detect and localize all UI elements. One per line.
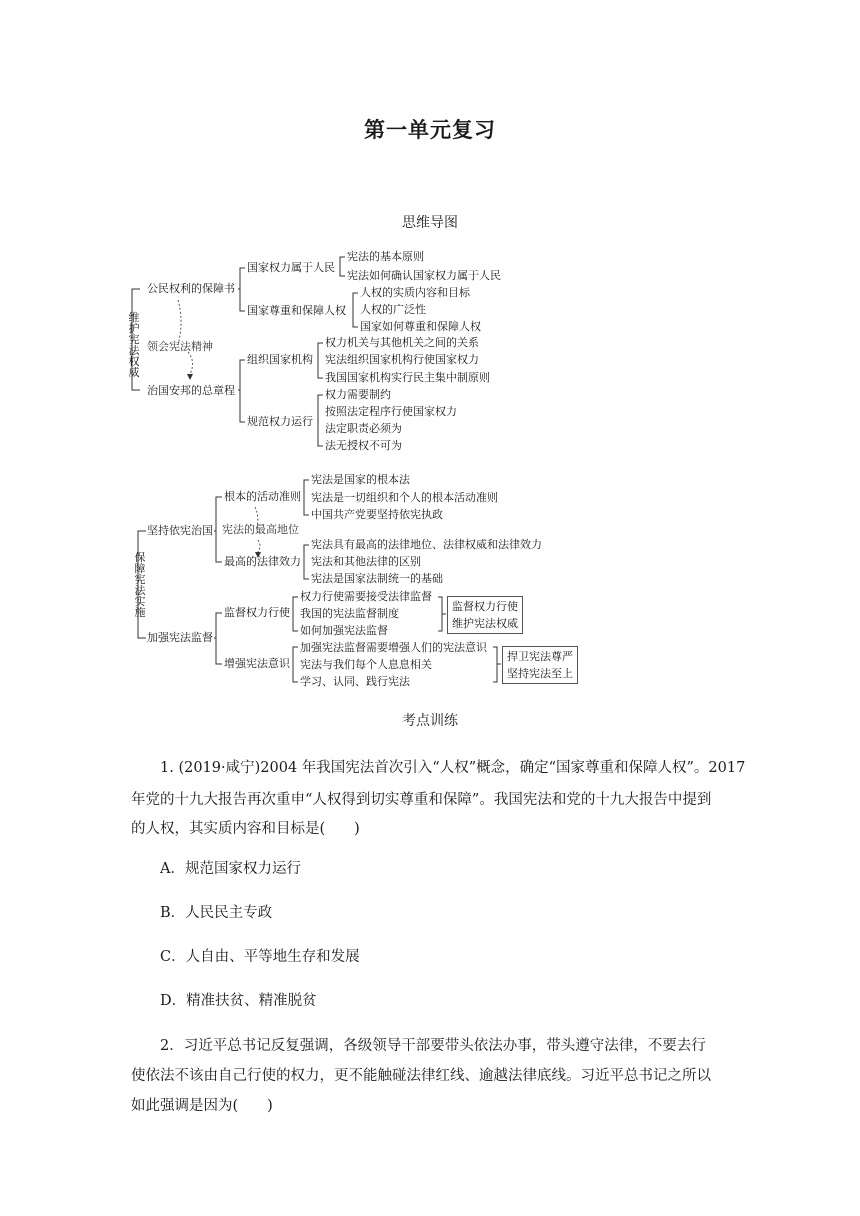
sub-regulate-power: 规范权力运行	[247, 415, 313, 428]
branch-governance: 治国安邦的总章程	[147, 384, 235, 397]
result-box-supervision	[447, 596, 523, 634]
branch-spirit-note: 领会宪法精神	[147, 340, 213, 353]
question-line: 2．习近平总书记反复强调，各级领导干部要带头依法办事，带头遵守法律，不要去行	[160, 1038, 706, 1054]
sub-supervise-power: 监督权力行使	[224, 606, 290, 619]
sub-highest-legal-effect: 最高的法律效力	[224, 555, 301, 568]
branch-citizen-rights: 公民权利的保障书	[147, 282, 235, 295]
item: 宪法和其他法律的区别	[311, 555, 421, 568]
item: 我国的宪法监督制度	[300, 607, 399, 620]
mind-map-root-2: 保障宪法实施	[134, 551, 146, 619]
question-line: 如此强调是因为( )	[131, 1098, 273, 1114]
item: 国家如何尊重和保障人权	[360, 320, 481, 333]
item: 中国共产党要坚持依宪执政	[311, 508, 443, 521]
item: 如何加强宪法监督	[300, 624, 388, 637]
item: 人权的广泛性	[360, 303, 426, 316]
item: 宪法是一切组织和个人的根本活动准则	[311, 491, 498, 504]
status-note: 宪法的最高地位	[222, 523, 299, 536]
option-b: B．人民民主专政	[160, 905, 273, 921]
branch-constitution-supervision: 加强宪法监督	[147, 631, 213, 644]
item: 宪法与我们每个人息息相关	[300, 658, 432, 671]
sub-constitution-awareness: 增强宪法意识	[224, 657, 290, 670]
question-line: 年党的十九大报告再次重申“人权得到切实尊重和保障”。我国宪法和党的十九大报告中提到	[131, 792, 712, 808]
question-line: 使依法不该由自己行使的权力，更不能触碰法律红线、逾越法律底线。习近平总书记之所以	[131, 1068, 711, 1084]
exercise-heading: 考点训练	[402, 713, 458, 729]
question-line: 1. (2019·咸宁)2004 年我国宪法首次引入“人权”概念，确定“国家尊重和保障人权”。2017	[160, 760, 746, 776]
result-box-awareness	[502, 646, 578, 684]
page-title: 第一单元复习	[364, 118, 496, 142]
result: 捍卫宪法尊严	[507, 650, 573, 663]
mind-map-root-1: 维护宪法权威	[128, 311, 140, 379]
item: 权力需要制约	[325, 388, 391, 401]
branch-rule-by-constitution: 坚持依宪治国	[147, 524, 213, 537]
item: 法定职责必须为	[325, 422, 402, 435]
item: 宪法如何确认国家权力属于人民	[347, 269, 501, 282]
item: 人权的实质内容和目标	[360, 286, 470, 299]
sub-human-rights: 国家尊重和保障人权	[247, 304, 346, 317]
item: 按照法定程序行使国家权力	[325, 405, 457, 418]
item: 宪法的基本原则	[347, 250, 424, 263]
item: 我国国家机构实行民主集中制原则	[325, 371, 490, 384]
item: 宪法具有最高的法律地位、法律权威和法律效力	[311, 538, 542, 551]
option-d: D．精准扶贫、精准脱贫	[160, 993, 317, 1009]
sub-power-belongs-people: 国家权力属于人民	[247, 261, 335, 274]
item: 加强宪法监督需要增强人们的宪法意识	[300, 641, 487, 654]
item: 宪法组织国家机构行使国家权力	[325, 353, 479, 366]
result: 坚持宪法至上	[507, 667, 573, 680]
mind-map-heading: 思维导图	[402, 215, 458, 231]
item: 宪法是国家的根本法	[311, 473, 410, 486]
option-a: A．规范国家权力运行	[160, 861, 301, 877]
result: 监督权力行使	[452, 600, 518, 613]
item: 学习、认同、践行宪法	[300, 675, 410, 688]
item: 宪法是国家法制统一的基础	[311, 572, 443, 585]
sub-state-organs: 组织国家机构	[247, 353, 313, 366]
sub-fundamental-rules: 根本的活动准则	[224, 490, 301, 503]
question-line: 的人权，其实质内容和目标是( )	[131, 821, 360, 837]
option-c: C．人自由、平等地生存和发展	[160, 949, 360, 965]
item: 权力机关与其他机关之间的关系	[325, 336, 479, 349]
item: 权力行使需要接受法律监督	[300, 590, 432, 603]
item: 法无授权不可为	[325, 439, 402, 452]
result: 维护宪法权威	[452, 617, 518, 630]
